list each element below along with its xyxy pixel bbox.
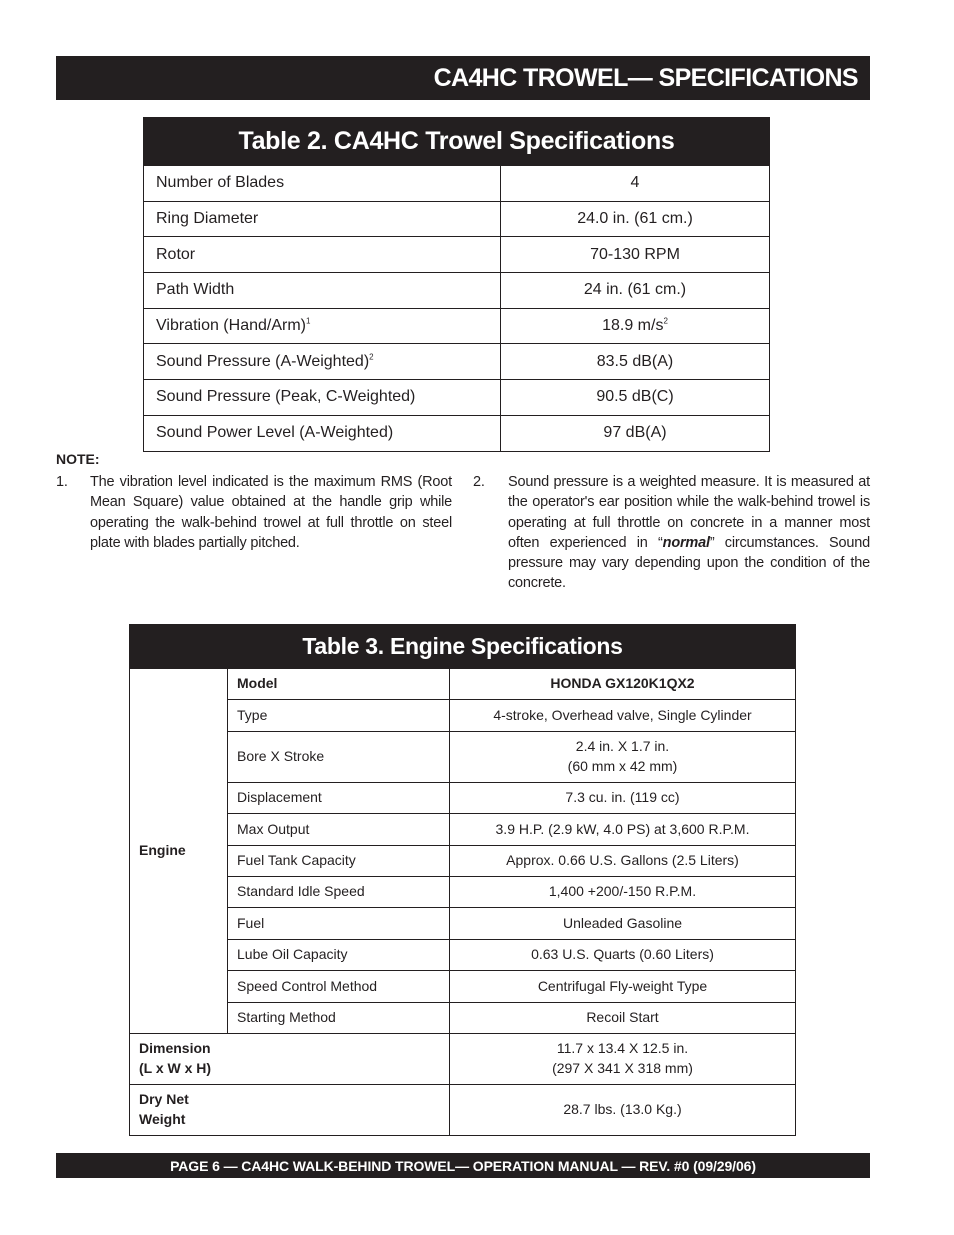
spec-value-text: 18.9 m/s	[602, 317, 664, 335]
footer-text: PAGE 6 — CA4HC WALK-BEHIND TROWEL— OPERATION MANUAL — REV. #0 (09/29/06)	[170, 1157, 756, 1174]
engine-spec-value	[450, 731, 796, 782]
spec-label-text: Number of Blades	[156, 174, 285, 192]
engine-spec-label: Lube Oil Capacity	[228, 939, 450, 970]
spec-value-text: 4	[630, 174, 640, 192]
engine-spec-label: Type	[228, 700, 450, 731]
engine-spec-value-line: Recoil Start	[586, 1008, 659, 1025]
dimension-spec-label	[130, 1084, 450, 1135]
dimension-spec-value	[450, 1084, 796, 1135]
spec-value-text: 24 in. (61 cm.)	[583, 281, 687, 299]
spec-value	[501, 344, 770, 380]
note-text-part: ” circumstances. Sound pressure may vary depending upon the condition of the concrete.	[508, 534, 870, 592]
spec-label	[144, 273, 501, 309]
engine-spec-value-line: HONDA GX120K1QX2	[550, 675, 695, 692]
spec-label-text: Rotor	[156, 245, 196, 263]
engine-spec-row	[130, 971, 796, 1002]
spec-label-text: Sound Power Level (A-Weighted)	[156, 424, 394, 442]
dimension-spec-label-line: Dimension	[139, 1040, 211, 1057]
spec-label-text: Sound Pressure (Peak, C-Weighted)	[156, 388, 416, 406]
engine-spec-row	[130, 669, 796, 700]
trowel-specifications-table	[143, 117, 770, 452]
engine-spec-value	[450, 700, 796, 731]
table2-title: Table 2. CA4HC Trowel Specifications	[143, 117, 770, 165]
table3-title: Table 3. Engine Specifications	[129, 624, 796, 668]
engine-spec-label: Fuel Tank Capacity	[228, 845, 450, 876]
spec-label	[144, 380, 501, 416]
footnote-ref: 2	[369, 352, 374, 362]
engine-specifications-table	[129, 624, 796, 1136]
engine-spec-row	[130, 845, 796, 876]
spec-value	[501, 166, 770, 202]
dimension-spec-label-line: Weight	[139, 1110, 186, 1127]
spec-row	[144, 166, 770, 202]
spec-row	[144, 201, 770, 237]
engine-spec-value-line: (60 mm x 42 mm)	[567, 757, 678, 774]
dimension-spec-row	[130, 1084, 796, 1135]
dimension-spec-label-line: (L x W x H)	[139, 1059, 212, 1076]
dimension-spec-label-line: Dry Net	[139, 1091, 189, 1108]
footnote-ref: 1	[305, 316, 311, 326]
engine-spec-row	[130, 731, 796, 782]
spec-row	[144, 273, 770, 309]
dimension-spec-row	[130, 1033, 796, 1084]
unit-exponent: 2	[663, 316, 668, 326]
spec-label	[144, 308, 501, 344]
table2-body	[143, 165, 770, 452]
note-item-1	[56, 472, 452, 553]
spec-label	[144, 344, 501, 380]
engine-spec-label: Model	[228, 669, 450, 700]
engine-spec-row	[130, 939, 796, 970]
spec-row	[144, 380, 770, 416]
engine-spec-row	[130, 814, 796, 845]
engine-spec-label: Displacement	[228, 782, 450, 813]
note-text: The vibration level indicated is the maximum RMS (Root Mean Square) value obtained at the handle grip while operating the walk-behind trowel at full throttle on steel plate with blades partially pitched.	[90, 474, 452, 551]
page-footer	[56, 1153, 870, 1178]
spec-value-text: 24.0 in. (61 cm.)	[577, 210, 693, 228]
spec-row	[144, 308, 770, 344]
engine-spec-value-line: Unleaded Gasoline	[562, 914, 683, 931]
note-text	[508, 472, 870, 594]
engine-spec-label: Bore X Stroke	[228, 731, 450, 782]
spec-value	[501, 273, 770, 309]
note-heading: NOTE:	[56, 451, 100, 467]
spec-value	[501, 237, 770, 273]
dimension-spec-label	[130, 1033, 450, 1084]
note-number: 2.	[473, 474, 485, 490]
engine-spec-value-line: 2.4 in. X 1.7 in.	[575, 738, 670, 755]
note-text-part: Sound pressure is a weighted measure. It is measured at the operator's ear position while the walk-behind trowel is operating at full throttle on concrete in a manner most often experienced in “	[508, 474, 870, 551]
engine-spec-label: Fuel	[228, 908, 450, 939]
spec-value	[501, 308, 770, 344]
engine-spec-value	[450, 669, 796, 700]
spec-value-text: 83.5 dB(A)	[596, 352, 674, 370]
note-item-2	[473, 472, 870, 594]
engine-spec-value	[450, 939, 796, 970]
engine-spec-row	[130, 908, 796, 939]
page-header	[56, 56, 870, 100]
engine-spec-row	[130, 700, 796, 731]
dimension-spec-value-line: 28.7 lbs. (13.0 Kg.)	[563, 1101, 682, 1118]
engine-spec-value	[450, 845, 796, 876]
engine-spec-label: Standard Idle Speed	[228, 876, 450, 907]
spec-label-text: Sound Pressure (A-Weighted)	[156, 352, 370, 370]
engine-spec-value-line: Centrifugal Fly-weight Type	[537, 977, 708, 994]
engine-spec-label: Starting Method	[228, 1002, 450, 1033]
engine-spec-value	[450, 971, 796, 1002]
engine-group-label: Engine	[130, 669, 228, 1034]
engine-spec-value	[450, 814, 796, 845]
engine-spec-value	[450, 908, 796, 939]
dimension-spec-value-line: 11.7 x 13.4 X 12.5 in.	[556, 1040, 689, 1057]
spec-row	[144, 415, 770, 451]
engine-spec-row	[130, 876, 796, 907]
engine-spec-value-line: 4-stroke, Overhead valve, Single Cylinder	[493, 706, 752, 723]
engine-spec-value-line: 1,400 +200/-150 R.P.M.	[548, 883, 697, 900]
spec-value	[501, 415, 770, 451]
engine-spec-value-line: 0.63 U.S. Quarts (0.60 Liters)	[531, 946, 714, 963]
engine-spec-value	[450, 876, 796, 907]
note-number: 1.	[56, 474, 68, 490]
engine-spec-value-line: Approx. 0.66 U.S. Gallons (2.5 Liters)	[506, 852, 739, 868]
spec-value-text: 97 dB(A)	[603, 424, 667, 442]
dimension-spec-value-line: (297 X 341 X 318 mm)	[552, 1059, 693, 1076]
engine-spec-row	[130, 782, 796, 813]
spec-label	[144, 237, 501, 273]
spec-value	[501, 380, 770, 416]
spec-row	[144, 237, 770, 273]
page-title: CA4HC TROWEL— SPECIFICATIONS	[433, 63, 858, 92]
engine-spec-value-line: 3.9 H.P. (2.9 kW, 4.0 PS) at 3,600 R.P.M.	[495, 820, 750, 837]
note-emphasis: normal	[662, 534, 710, 551]
spec-value-text: 70-130 RPM	[590, 245, 680, 263]
engine-spec-label: Max Output	[228, 814, 450, 845]
dimension-spec-value	[450, 1033, 796, 1084]
table3-body	[129, 668, 796, 1136]
spec-value	[501, 201, 770, 237]
spec-label-text: Ring Diameter	[156, 210, 259, 228]
engine-spec-label: Speed Control Method	[228, 971, 450, 1002]
engine-spec-value-line: 7.3 cu. in. (119 cc)	[565, 789, 680, 806]
spec-label	[144, 201, 501, 237]
spec-label	[144, 415, 501, 451]
spec-row	[144, 344, 770, 380]
spec-label-text: Vibration (Hand/Arm)	[156, 317, 306, 335]
engine-spec-value	[450, 782, 796, 813]
engine-spec-value	[450, 1002, 796, 1033]
spec-label-text: Path Width	[156, 281, 235, 299]
spec-label	[144, 166, 501, 202]
engine-spec-row	[130, 1002, 796, 1033]
spec-value-text: 90.5 dB(C)	[596, 388, 674, 406]
